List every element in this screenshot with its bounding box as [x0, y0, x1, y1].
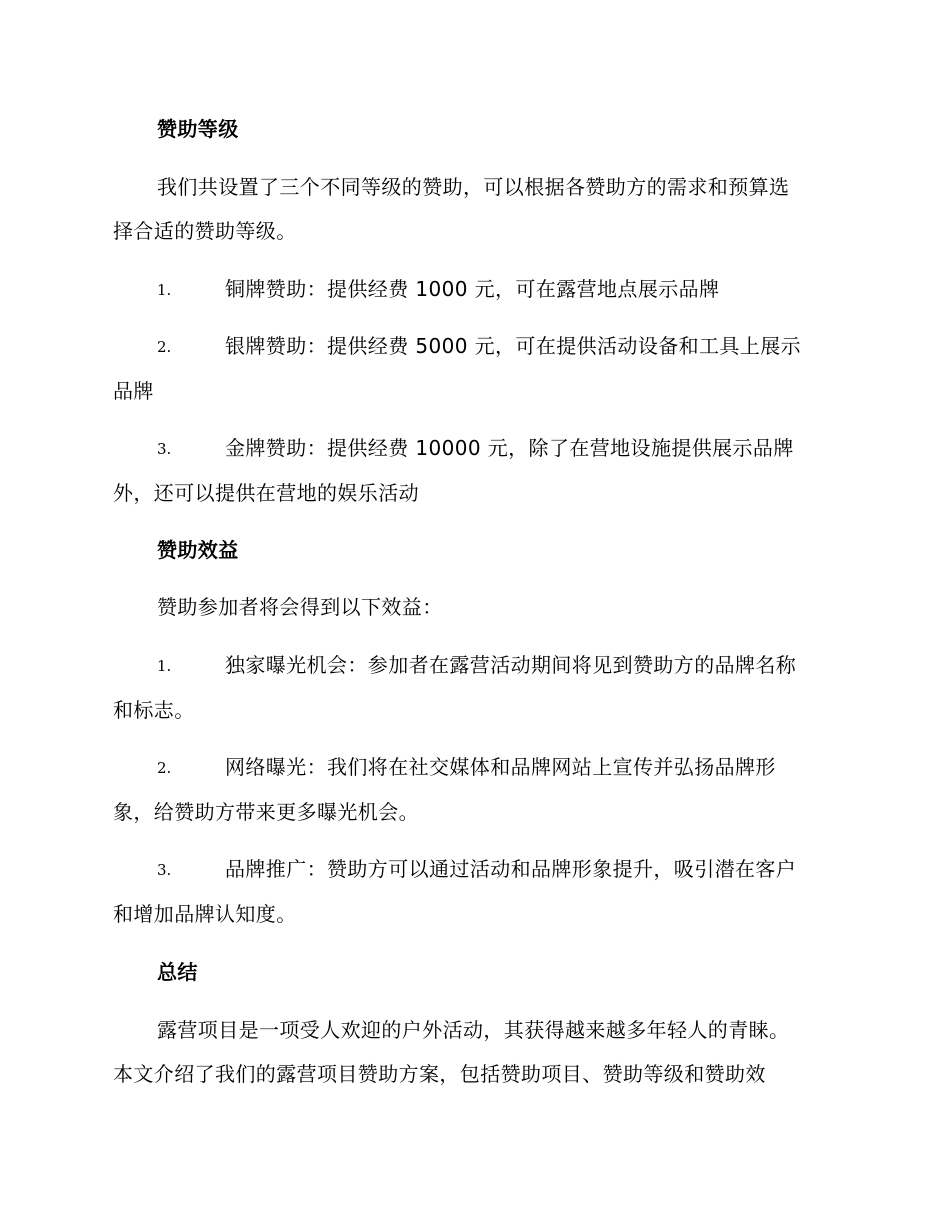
benefits-intro: 赞助参加者将会得到以下效益： — [157, 595, 443, 619]
levels-intro-line1: 我们共设置了三个不同等级的赞助，可以根据各赞助方的需求和预算选 — [157, 175, 790, 199]
levels-item-1-number: 1. — [157, 281, 172, 299]
section-heading-levels: 赞助等级 — [157, 117, 239, 141]
levels-item-3-number: 3. — [157, 440, 172, 458]
levels-item-2-text-line2: 品牌 — [113, 379, 154, 403]
benefits-item-2-text-line1: 网络曝光：我们将在社交媒体和品牌网站上宣传并弘扬品牌形 — [225, 755, 776, 779]
benefits-item-1-text-line2: 和标志。 — [113, 698, 195, 722]
summary-line2: 本文介绍了我们的露营项目赞助方案，包括赞助项目、赞助等级和赞助效 — [113, 1062, 766, 1086]
summary-line1: 露营项目是一项受人欢迎的户外活动，其获得越来越多年轻人的青睐。 — [157, 1018, 790, 1042]
section-heading-benefits: 赞助效益 — [157, 538, 239, 562]
benefits-item-1-number: 1. — [157, 657, 172, 675]
levels-item-3-text-line2: 外，还可以提供在营地的娱乐活动 — [113, 481, 419, 505]
levels-item-3-text-line1: 金牌赞助：提供经费 10000 元，除了在营地设施提供展示品牌 — [225, 436, 794, 460]
levels-intro-line2: 择合适的赞助等级。 — [113, 219, 297, 243]
benefits-item-3-text-line1: 品牌推广：赞助方可以通过活动和品牌形象提升，吸引潜在客户 — [225, 857, 797, 881]
benefits-item-1-text-line1: 独家曝光机会：参加者在露营活动期间将见到赞助方的品牌名称 — [225, 653, 797, 677]
benefits-item-3-text-line2: 和增加品牌认知度。 — [113, 902, 297, 926]
benefits-item-2-number: 2. — [157, 759, 172, 777]
section-heading-summary: 总结 — [157, 960, 198, 984]
levels-item-2-number: 2. — [157, 338, 172, 356]
levels-item-2-text-line1: 银牌赞助：提供经费 5000 元，可在提供活动设备和工具上展示 — [225, 334, 802, 358]
levels-item-1-text: 铜牌赞助：提供经费 1000 元，可在露营地点展示品牌 — [225, 277, 720, 301]
benefits-item-2-text-line2: 象，给赞助方带来更多曝光机会。 — [113, 800, 419, 824]
benefits-item-3-number: 3. — [157, 861, 172, 879]
